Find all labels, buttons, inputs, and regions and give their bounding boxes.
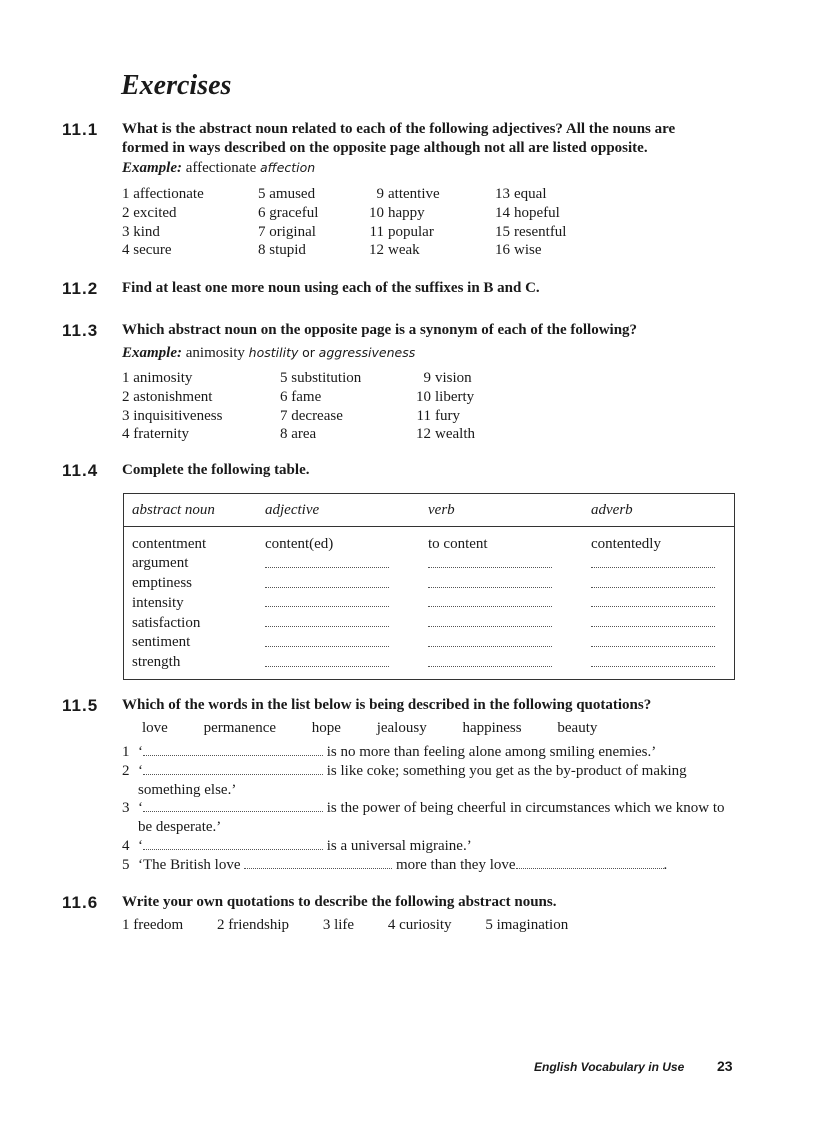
- book-title: English Vocabulary in Use: [534, 1060, 685, 1074]
- list-item: 10 happy: [369, 204, 425, 221]
- table-cell: emptiness: [132, 575, 192, 592]
- example-word: animosity: [185, 345, 245, 361]
- exercise-question: Which of the words in the list below is being described in the following quotations?: [122, 697, 652, 713]
- answer-blank[interactable]: [257, 633, 420, 653]
- answer-blank[interactable]: [516, 856, 664, 869]
- answer-blank[interactable]: [583, 593, 735, 613]
- word-option: beauty: [557, 720, 598, 736]
- quotation-item: 4 ‘ is a universal migraine.’: [122, 837, 472, 854]
- answer-blank[interactable]: [420, 653, 583, 679]
- answer-blank[interactable]: [420, 613, 583, 633]
- exercise-question: What is the abstract noun related to each of the following adjectives? All the nouns are formed in ways described on the opposite page although not all are listed opposite.: [122, 121, 676, 156]
- list-item: 1 affectionate: [122, 186, 204, 202]
- example-line: Example: affectionate affection: [122, 160, 316, 176]
- list-item: 11 popular: [369, 223, 434, 240]
- answer-blank[interactable]: [583, 633, 735, 653]
- list-item: 13 equal: [495, 186, 547, 202]
- list-item: 2 astonishment: [122, 388, 213, 405]
- quotation-item: 3 ‘ is the power of being cheerful in circumstances which we know to be desperate.’: [122, 800, 725, 836]
- table-header: adverb: [583, 494, 735, 527]
- list-item: 12 weak: [369, 242, 420, 259]
- list-item: 8 stupid: [258, 242, 306, 259]
- exercise-question: Complete the following table.: [122, 462, 310, 478]
- list-item: 1 freedom: [122, 917, 184, 933]
- answer-blank[interactable]: [257, 613, 420, 633]
- table-cell: argument: [132, 555, 189, 572]
- table-cell: content(ed): [265, 536, 334, 552]
- list-item: 9 attentive: [376, 186, 440, 202]
- answer-blank[interactable]: [257, 554, 420, 574]
- answer-blank[interactable]: [143, 762, 323, 775]
- exercise-number: 11.3: [62, 321, 99, 340]
- answer-blank[interactable]: [583, 653, 735, 679]
- word-option: jealousy: [376, 720, 427, 736]
- list-item: 4 fraternity: [122, 426, 190, 443]
- list-item: 3 inquisitiveness: [122, 407, 223, 424]
- list-item: 5 substitution: [280, 370, 362, 386]
- exercise-question: Write your own quotations to describe the following abstract nouns.: [122, 894, 557, 910]
- list-item: 5 amused: [258, 186, 316, 202]
- page-title: Exercises: [121, 70, 232, 101]
- answer-blank[interactable]: [420, 574, 583, 594]
- exercise-number: 11.5: [62, 696, 99, 715]
- table-cell: to content: [428, 536, 488, 552]
- table-row: [124, 613, 735, 633]
- example-or: or: [302, 345, 315, 360]
- answer-blank[interactable]: [143, 743, 323, 756]
- list-item: 6 graceful: [258, 204, 319, 221]
- list-item: 3 kind: [122, 223, 160, 240]
- list-item: 4 curiosity: [387, 917, 452, 933]
- exercise-number: 11.6: [62, 893, 99, 912]
- list-item: 3 life: [322, 917, 355, 933]
- example-label: Example: [122, 345, 177, 361]
- table-cell: satisfaction: [132, 614, 201, 631]
- word-option: happiness: [462, 720, 522, 736]
- example-answer: affection: [260, 160, 316, 175]
- list-item: 9 vision: [423, 370, 472, 386]
- answer-blank[interactable]: [583, 613, 735, 633]
- word-option: permanence: [203, 720, 277, 736]
- quotation-list: [122, 743, 742, 875]
- page-number: 23: [717, 1058, 733, 1074]
- answer-blank[interactable]: [583, 574, 735, 594]
- list-item: 7 original: [258, 223, 316, 240]
- list-item: 2 excited: [122, 204, 177, 221]
- table-row: [124, 653, 735, 679]
- exercise-number: 11.1: [62, 120, 99, 139]
- list-item: 11 fury: [416, 407, 460, 424]
- word-option: hope: [311, 720, 341, 736]
- table-header: verb: [420, 494, 583, 527]
- answer-blank[interactable]: [257, 574, 420, 594]
- table-row: [124, 633, 735, 653]
- list-item: 15 resentful: [495, 223, 567, 240]
- quotation-item: 5 ‘The British love more than they love .: [122, 856, 668, 873]
- exercise-number: 11.4: [62, 461, 99, 480]
- list-item: 14 hopeful: [495, 204, 560, 221]
- exercise-question: Which abstract noun on the opposite page is a synonym of each of the following?: [122, 322, 638, 338]
- answer-blank[interactable]: [143, 837, 323, 850]
- answer-blank[interactable]: [244, 856, 392, 869]
- table-cell: contentment: [132, 536, 207, 552]
- table-cell: intensity: [132, 594, 184, 611]
- answer-blank[interactable]: [583, 554, 735, 574]
- answer-blank[interactable]: [257, 653, 420, 679]
- completion-table: [123, 493, 735, 680]
- answer-blank[interactable]: [143, 799, 323, 812]
- word-list: [142, 720, 629, 737]
- quotation-item: 2 ‘ is like coke; something you get as the by-product of making something else.’: [122, 762, 687, 798]
- noun-list: [122, 917, 598, 934]
- table-cell: strength: [132, 654, 181, 671]
- list-item: 12 wealth: [416, 426, 475, 443]
- table-header-row: [124, 494, 735, 527]
- list-item: 2 friendship: [216, 917, 290, 933]
- example-answer: hostility: [248, 345, 299, 360]
- table-cell: sentiment: [132, 634, 191, 651]
- answer-blank[interactable]: [257, 593, 420, 613]
- list-item: 7 decrease: [280, 407, 343, 424]
- table-row: [124, 554, 735, 574]
- table-row: [124, 527, 735, 554]
- exercise-number: 11.2: [62, 279, 99, 298]
- example-line: Example: animosity hostility or aggressiveness: [122, 345, 416, 361]
- quotation-item: 1 ‘ is no more than feeling alone among smiling enemies.’: [122, 744, 657, 760]
- table-row: [124, 574, 735, 594]
- answer-blank[interactable]: [420, 593, 583, 613]
- list-item: 5 imagination: [485, 917, 569, 933]
- table-header: adjective: [257, 494, 420, 527]
- list-item: 6 fame: [280, 388, 322, 405]
- list-item: 4 secure: [122, 242, 172, 259]
- example-word: affectionate: [185, 160, 257, 176]
- table-row: [124, 593, 735, 613]
- table-header: abstract noun: [124, 494, 258, 527]
- example-answer: aggressiveness: [318, 345, 416, 360]
- list-item: 1 animosity: [122, 370, 193, 386]
- answer-blank[interactable]: [420, 633, 583, 653]
- exercise-question: Find at least one more noun using each of the suffixes in B and C.: [122, 280, 540, 296]
- list-item: 16 wise: [495, 242, 542, 259]
- list-item: 10 liberty: [416, 388, 475, 405]
- answer-blank[interactable]: [420, 554, 583, 574]
- example-label: Example: [122, 160, 177, 176]
- word-option: love: [142, 720, 168, 736]
- list-item: 8 area: [280, 426, 317, 443]
- table-cell: contentedly: [591, 536, 661, 552]
